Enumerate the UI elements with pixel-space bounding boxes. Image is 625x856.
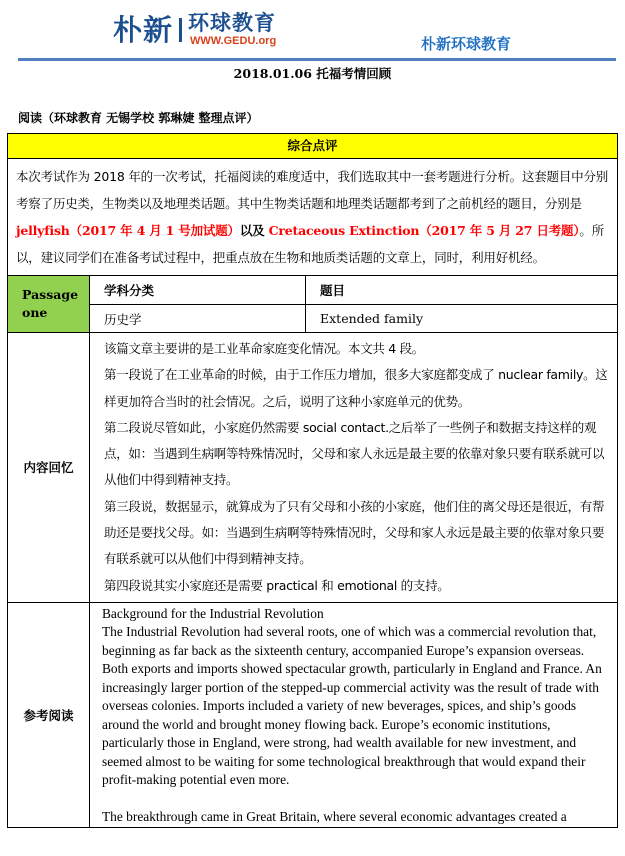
recall-paragraph: 第一段说了在工业革命的时候，由于工作压力增加，很多大家庭都变成了 nuclear family。这样更加符合当时的社会情况。之后，说明了这种小家庭单元的优势。 <box>104 367 608 409</box>
subject-heading: 学科分类 <box>90 276 306 305</box>
title-heading: 题目 <box>306 276 618 305</box>
title-value: Extended family <box>306 305 618 333</box>
reference-paragraph: The Industrial Revolution had several roots, one of which was a commercial revolution that, beginning as far back as the sixteenth century, accompanied Europe’s expansion overseas. Both exports and imports showed spectacular growth, particularly in England and France. An increasingly larger portion of the stepped-up commercial activity was the result of trade with overseas colonies. Imports included a variety of new beverages, spices, and ship’s goods around the world and brought money flowing back. Europe’s economic institutions, particularly those in England, were strong, had wealth available for new investment, and seemed almost to be waiting for some technological breakthrough that would expand their profit-making potential even more. <box>102 624 602 788</box>
document-title: 2018.01.06 托福考情回顾 <box>233 66 392 81</box>
logo-cn-text: 环球教育 <box>188 11 277 35</box>
recall-paragraph: 第四段说其实小家庭还是需要 practical 和 emotional 的支持。 <box>104 577 450 593</box>
reference-paragraph: The breakthrough came in Great Britain, where several economic advantages created a <box>102 809 567 825</box>
gedu-logo <box>113 8 276 52</box>
brand-name: 朴新环球教育 <box>421 35 512 53</box>
summary-text-after: 。所以，建议同学们在准备考试过程中，把重点放在生物和地质类话题的文章上，同时，利用好机经。 <box>16 223 604 265</box>
summary-text-before: 本次考试作为 2018 年的一次考试，托福阅读的难度适中，我们选取其中一套考题进行分析。这套题目中分别考察了历史类，生物类以及地理类话题。其中生物类话题和地理类话题都考到了之前机经的题目，分别是 <box>16 169 609 211</box>
logo-main-text: 朴新 <box>113 12 174 47</box>
recall-paragraph: 该篇文章主要讲的是工业革命家庭变化情况。本文共 4 段。 <box>104 341 425 356</box>
recall-content <box>90 333 618 603</box>
passage-label: Passage one <box>8 276 90 333</box>
section-title: 阅读（环球教育 无锡学校 郭琳婕 整理点评） <box>18 111 259 125</box>
summary-heading: 综合点评 <box>8 134 618 159</box>
summary-highlight-cretaceous: Cretaceous Extinction（2017 年 5 月 27 日考题） <box>268 223 580 238</box>
reference-label: 参考阅读 <box>8 602 90 827</box>
recall-paragraph: 第三段说，数据显示，就算成为了只有父母和小孩的小家庭，他们住的离父母还是很近，有帮助还是要找父母。如：当遇到生病啊等特殊情况时，父母和家人永远是最主要的依靠对象只要有联系就可以从他们中得到精神支持。 <box>104 498 605 567</box>
logo-url: WWW.GEDU.org <box>190 35 277 47</box>
review-table <box>7 133 618 828</box>
reference-title: Background for the Industrial Revolution <box>102 605 324 621</box>
summary-text <box>8 159 618 276</box>
header-divider <box>18 58 616 61</box>
recall-label: 内容回忆 <box>8 333 90 603</box>
logo-divider <box>179 18 182 42</box>
summary-mid: 以及 <box>239 223 269 238</box>
logo-right-block <box>188 13 276 47</box>
reference-content <box>90 602 618 827</box>
subject-value: 历史学 <box>90 305 306 333</box>
recall-paragraph: 第二段说尽管如此，小家庭仍然需要 social contact.之后举了一些例子和数据支持这样的观点，如：当遇到生病啊等特殊情况时，父母和家人永远是最主要的依靠对象只要有联系就可以从他们中得到精神支持。 <box>104 419 605 488</box>
summary-highlight-jellyfish: jellyfish（2017 年 4 月 1 号加试题） <box>16 223 240 238</box>
